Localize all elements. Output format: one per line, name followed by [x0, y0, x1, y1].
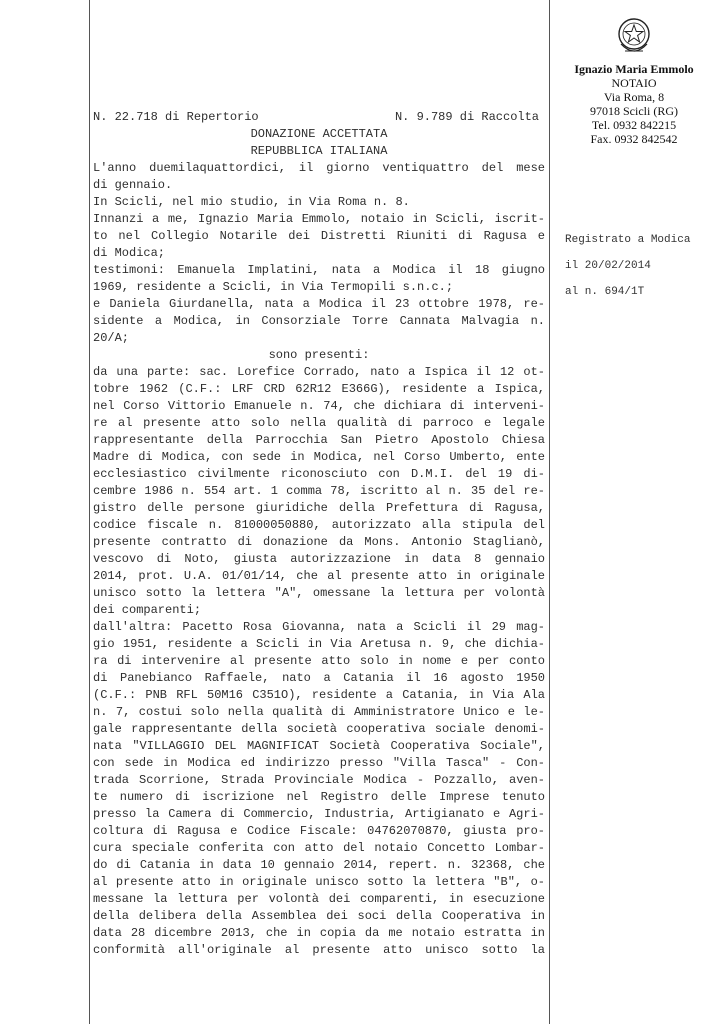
deed-title: DONAZIONE ACCETTATA: [250, 127, 388, 141]
notary-name: Ignazio Maria Emmolo: [574, 62, 694, 76]
republic-emblem-icon: [616, 14, 652, 60]
registration-note: [565, 234, 725, 312]
deed-line: di Panebianco Raffaele, nato a Catania il 16 agosto 1950: [93, 671, 545, 685]
notary-fax: Fax. 0932 842542: [590, 132, 678, 146]
notary-title: NOTAIO: [611, 76, 657, 90]
deed-line: trada Scorrione, Strada Provinciale Modica - Pozzallo, aven-: [93, 773, 545, 787]
deed-line: unisco sotto la lettera "A", omessane la lettura per volontà: [93, 586, 545, 600]
deed-line: della delibera della Assemblea dei soci della Cooperativa in: [93, 909, 545, 923]
notary-city: 97018 Scicli (RG): [590, 104, 678, 118]
deed-line: n. 7, costui solo nella qualità di Amministratore Unico e le-: [93, 705, 545, 719]
deed-line: Innanzi a me, Ignazio Maria Emmolo, notaio in Scicli, iscrit-: [93, 212, 545, 226]
deed-line: gale rappresentante della società cooperativa sociale denomi-: [93, 722, 545, 736]
deed-line: codice fiscale n. 81000050880, autorizzato alla stipula del: [93, 518, 545, 532]
deed-line: e Daniela Giurdanella, nata a Modica il 23 ottobre 1978, re-: [93, 297, 545, 311]
deed-line: ra di intervenire al presente atto solo in nome e per conto: [93, 654, 545, 668]
deed-line: coltura di Ragusa e Codice Fiscale: 04762070870, giusta pro-: [93, 824, 545, 838]
deed-line: Madre di Modica, con sede in Modica, nel Corso Umberto, ente: [93, 450, 545, 464]
deed-line: presso la Camera di Commercio, Industria, Artigianato e Agri-: [93, 807, 545, 821]
deed-line: conformità all'originale al presente atto unisco sotto la: [93, 943, 545, 957]
deed-line: re al presente atto solo nella qualità di parroco e legale: [93, 416, 545, 430]
deed-subtitle: REPUBBLICA ITALIANA: [250, 144, 388, 158]
deed-line: 20/A;: [93, 331, 130, 345]
deed-body: [93, 109, 545, 959]
deed-line: tobre 1962 (C.F.: LRF CRD 62R12 E366G), residente a Ispica,: [93, 382, 545, 396]
deed-line: messane la lettura per volontà dei comparenti, in esecuzione: [93, 892, 545, 906]
deed-line: da una parte: sac. Lorefice Corrado, nato a Ispica il 12 ot-: [93, 365, 545, 379]
right-margin-line: [549, 0, 550, 1024]
deed-line: (C.F.: PNB RFL 50M16 C351O), residente a Catania, in Via Ala: [93, 688, 545, 702]
deed-line: di Modica;: [93, 246, 166, 260]
deed-line: nel Corso Vittorio Emanuele n. 74, che dichiara di interveni-: [93, 399, 545, 413]
registration-line-1: Registrato a Modica: [565, 234, 691, 246]
deed-line: ecclesiastico civilmente riconosciuto con D.M.I. del 19 di-: [93, 467, 545, 481]
registration-line-2: il 20/02/2014: [565, 260, 651, 272]
notary-tel: Tel. 0932 842215: [591, 118, 677, 132]
deed-line: vescovo di Noto, giusta autorizzazione in data 8 gennaio: [93, 552, 545, 566]
notary-letterhead: [556, 14, 712, 146]
deed-line: gio 1951, residente a Scicli in Via Aretusa n. 9, che dichia-: [93, 637, 545, 651]
left-margin-line: [89, 0, 90, 1024]
raccolta-number: N. 9.789 di Raccolta: [394, 110, 539, 124]
registration-line-3: al n. 694/1T: [565, 286, 645, 298]
deed-line: L'anno duemilaquattordici, il giorno ventiquattro del mese: [93, 161, 545, 175]
deed-line: te numero di iscrizione nel Registro delle Imprese tenuto: [93, 790, 545, 804]
deed-line: do di Catania in data 10 gennaio 2014, repert. n. 32368, che: [93, 858, 545, 872]
deed-line: testimoni: Emanuela Implatini, nata a Modica il 18 giugno: [93, 263, 545, 277]
deed-line: In Scicli, nel mio studio, in Via Roma n. 8.: [93, 195, 410, 209]
deed-line: di gennaio.: [93, 178, 173, 192]
deed-line: cura speciale conferita con atto del notaio Concetto Lombar-: [93, 841, 545, 855]
deed-line: presente contratto di donazione da Mons. Antonio Staglianò,: [93, 535, 545, 549]
deed-line: cembre 1986 n. 554 art. 1 comma 78, iscritto al n. 35 del re-: [93, 484, 545, 498]
deed-text: [93, 160, 545, 959]
deed-line: dall'altra: Pacetto Rosa Giovanna, nata a Scicli il 29 mag-: [93, 620, 545, 634]
deed-line: sidente a Modica, in Consorziale Torre Cannata Malvagia n.: [93, 314, 545, 328]
deed-line: al presente atto in originale unisco sotto la lettera "B", o-: [93, 875, 545, 889]
deed-line: nata "VILLAGGIO DEL MAGNIFICAT Società Cooperativa Sociale",: [93, 739, 545, 753]
repertorio-number: N. 22.718 di Repertorio: [93, 110, 259, 124]
deed-line: 1969, residente a Scicli, in Via Termopili s.n.c.;: [93, 280, 454, 294]
deed-line: rappresentante della Parrocchia San Pietro Apostolo Chiesa: [93, 433, 545, 447]
deed-header-numbers: [93, 109, 545, 126]
deed-line: 2014, prot. U.A. 01/01/14, che al presente atto in originale: [93, 569, 545, 583]
deed-line: dei comparenti;: [93, 603, 202, 617]
deed-line: to nel Collegio Notarile dei Distretti Riuniti di Ragusa e: [93, 229, 545, 243]
deed-line: con sede in Modica ed indirizzo presso "Villa Tasca" - Con-: [93, 756, 545, 770]
deed-line: data 28 dicembre 2013, che in copia da me notaio estratta in: [93, 926, 545, 940]
deed-line: gistro delle persone giuridiche della Prefettura di Ragusa,: [93, 501, 545, 515]
deed-line: sono presenti:: [268, 348, 370, 362]
notary-address: Via Roma, 8: [603, 90, 665, 104]
